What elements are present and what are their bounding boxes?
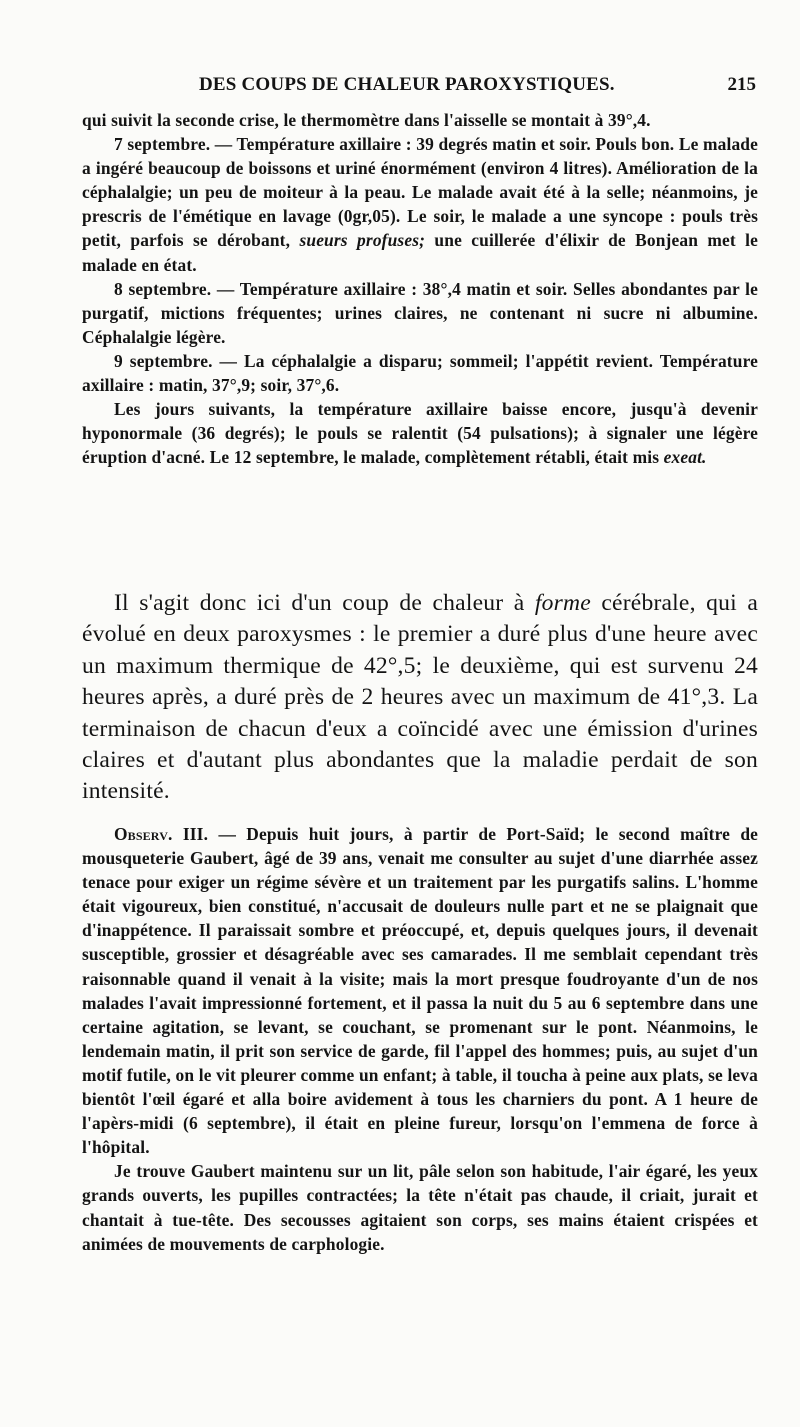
paragraph-following-days: [82, 397, 758, 469]
emphasis-text: exeat.: [663, 447, 707, 468]
paragraph-sept-7: [82, 132, 758, 277]
paragraph-text: Il s'agit donc ici d'un coup de chaleur à: [114, 590, 535, 616]
page-number: 215: [727, 74, 756, 95]
page-header: [84, 74, 756, 102]
paragraph-text: Je trouve Gaubert maintenu sur un lit, pâle selon son habitude, l'air égaré, les yeux grands ouverts, les pupilles contractées; la tête n'était pas chaude, il criait, jurait et chantait à tue-tête. Des secousses agitaient son corps, ses mains étaient crispées et animées de mouvements de carphologie.: [82, 1161, 758, 1254]
paragraph-text: une cuillerée d'élixir de Bonjean met le malade en état.: [82, 230, 758, 275]
summary-block: [82, 588, 758, 808]
paragraph-observation-3: [82, 822, 758, 1159]
observation-block: [82, 822, 758, 1256]
paragraph-text: 8 septembre. — Température axillaire : 38°,4 matin et soir. Selles abondantes par le purgatif, mictions fréquentes; urines claires, ne contenant ni sucre ni albumine. Céphalalgie légère.: [82, 278, 758, 347]
emphasis-text: forme: [534, 590, 591, 616]
paragraph-summary: [82, 588, 758, 808]
running-title: DES COUPS DE CHALEUR PAROXYSTIQUES.: [199, 74, 615, 95]
paragraph-text: qui suivit la seconde crise, le thermomètre dans l'aisselle se montait à 39°,4.: [82, 110, 651, 130]
case-notes-block: [82, 108, 758, 469]
paragraph-text: 9 septembre. — La céphalalgie a disparu; sommeil; l'appétit revient. Température axillaire : matin, 37°,9; soir, 37°,6.: [82, 350, 758, 396]
paragraph-continuation: [82, 108, 758, 132]
paragraph-sept-8: [82, 277, 758, 349]
paragraph-text: cérébrale, qui a évolué en deux paroxysmes : le premier a duré plus d'une heure avec un maximum thermique de 42°,5; le deuxième, qui est survenu 24 heures après, a duré près de 2 heures avec un maximum de 41°,3. La terminaison de chacun d'eux a coïncidé avec une émission d'urines claires et d'autant plus abondantes que la maladie perdait de son intensité.: [82, 590, 758, 805]
paragraph-text: 7 septembre. — Température axillaire : 39 degrés matin et soir. Pouls bon. Le malade a ingéré beaucoup de boissons et uriné énormément (environ 4 litres). Amélioration de la céphalalgie; un peu de moiteur à la peau. Le malade avait été à la selle; néanmoins, je prescris de l'émétique en lavage (0gr,05). Le soir, le malade a une syncope : pouls très petit, parfois se dérobant,: [82, 134, 758, 251]
observation-label: Observ. III.: [114, 824, 209, 844]
paragraph-examination: [82, 1159, 758, 1255]
paragraph-text: — Depuis huit jours, à partir de Port-Saïd; le second maître de mousqueterie Gaubert, âgé de 39 ans, venait me consulter au sujet d'une diarrhée assez tenace pour exiger un régime sévère et un traitement par les purgatifs salins. L'homme était vigoureux, bien constitué, n'accusait de douleurs nulle part et ne se plaignait que d'inappétence. Il paraissait sombre et préoccupé, et, depuis quelques jours, il devenait susceptible, grossier et désagréable avec ses camarades. Il me semblait cependant très raisonnable quand il venait à la visite; mais la mort presque foudroyante d'un de nos malades l'avait impressionné fortement, et il passa la nuit du 5 au 6 septembre dans une certaine agitation, se levant, se couchant, se promenant sur le pont. Néanmoins, le lendemain matin, il prit son service de garde, fil l'appel des hommes; puis, au sujet d'un motif futile, on le vit pleurer comme un enfant; à table, il toucha à peine aux plats, se leva bientôt l'œil égaré et alla boire avidement à tous les charniers du pont. A 1 heure de l'apèrs-midi (6 septembre), il était en pleine fureur, lorsqu'on l'emmena de force à l'hôpital.: [82, 824, 759, 1158]
emphasis-text: sueurs profuses;: [299, 230, 426, 251]
paragraph-text: Les jours suivants, la température axillaire baisse encore, jusqu'à devenir hyponormale (36 degrés); le pouls se ralentit (54 pulsations); à signaler une légère éruption d'acné. Le 12 septembre, le malade, complètement rétabli, était mis: [82, 399, 758, 468]
paragraph-sept-9: [82, 349, 758, 397]
